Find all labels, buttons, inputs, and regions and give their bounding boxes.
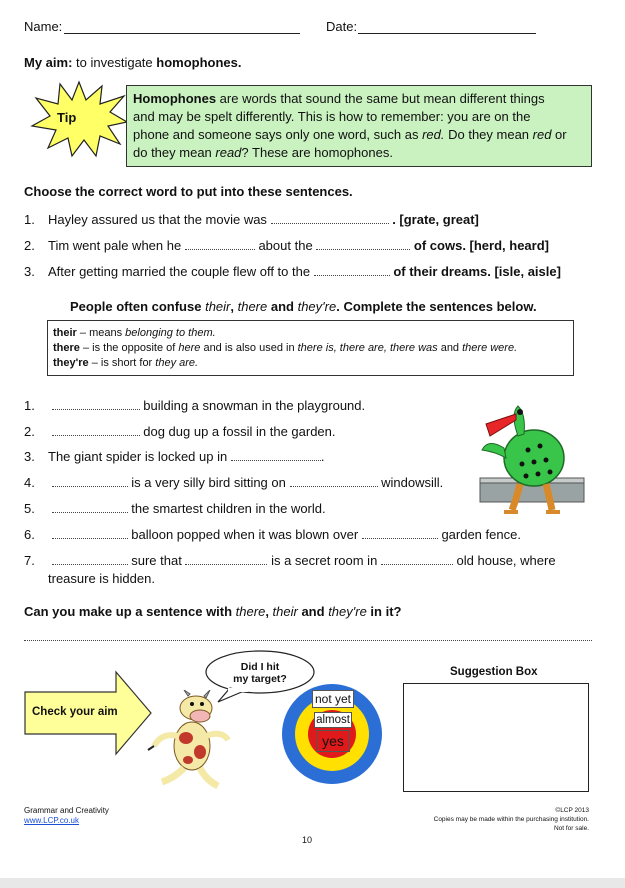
definitions-box [47,320,574,376]
aim-line [24,55,241,70]
makeup-text-1: Can you make up a sentence with [24,604,236,619]
confuse-heading [70,299,537,314]
definition-text: and [437,342,463,354]
tip-text-3a: phone and someone says only one word, such as [133,127,423,142]
answer-blank[interactable] [271,213,389,224]
definition-text: belonging to them. [125,327,216,339]
item-options: . [grate, great] [392,212,479,227]
tip-keyword: Homophones [133,91,217,106]
exercise-text: is a secret room in [271,553,378,568]
exercise-1 [24,398,365,413]
exercise-6 [24,527,521,542]
makeup-word-there: there [235,604,266,619]
page-bottom-strip [0,878,625,888]
makeup-text-2: , [265,604,273,619]
exercise-7-continued: treasure is hidden. [48,571,155,586]
definition-theyre [53,356,568,371]
check-aim-label: Check your aim [32,706,118,718]
date-label: Date: [326,19,358,34]
exercise-text: old house, where [456,553,556,568]
tip-text-4c: ? These are homophones. [241,145,393,160]
answer-blank[interactable] [185,239,255,250]
makeup-word-theyre: they're [328,604,367,619]
makeup-word-their: their [272,604,298,619]
choose-item-3 [24,264,561,279]
suggestion-box-title: Suggestion Box [450,666,538,678]
item-options: of their dreams. [isle, aisle] [393,264,561,279]
item-text: Tim went pale when he [48,238,182,253]
footer-copyright: ©LCP 2013 [555,807,589,814]
definition-text: there were. [462,342,518,354]
item-text: about the [258,238,313,253]
item-text: Hayley assured us that the movie was [48,212,267,227]
exercise-text: windowsill. [381,475,444,490]
item-number: 1. [24,212,35,227]
item-number: 3. [24,264,35,279]
definition-there [53,341,568,356]
definition-text: – is the opposite of [79,342,179,354]
tip-text-1: are words that sound the same but mean different things [216,91,545,106]
target-label-almost[interactable]: almost [314,712,352,728]
cow-illustration-icon [144,690,236,790]
confuse-word-their: their [205,299,231,314]
confuse-text-3: and [267,299,298,314]
exercise-text: garden fence. [441,527,521,542]
item-number: 5. [24,501,35,516]
name-label: Name: [24,19,63,34]
aim-label: My aim: [24,55,73,70]
answer-blank[interactable] [52,476,128,487]
answer-blank[interactable] [290,476,378,487]
tip-box [126,85,592,167]
footer-right [380,806,589,833]
definition-word: they're [53,357,89,369]
definition-word: there [53,342,80,354]
bird-illustration-icon [460,402,590,520]
confuse-text-4: . Complete the sentences below. [336,299,537,314]
item-text: After getting married the couple flew off to the [48,264,311,279]
definition-their [53,326,568,341]
choose-heading: Choose the correct word to put into these sentences. [24,184,353,199]
exercise-5 [24,501,326,516]
item-number: 1. [24,398,35,413]
aim-text-bold: homophones. [156,55,242,70]
tip-text-4a: do they mean [133,145,216,160]
definition-text: there is, there are, there was [297,342,438,354]
exercise-text: building a snowman in the playground. [143,398,366,413]
item-number: 3. [24,449,35,464]
definition-text: – means [76,327,126,339]
exercise-3 [24,449,324,464]
confuse-word-theyre: they're [297,299,337,314]
exercise-text: dog dug up a fossil in the garden. [143,424,336,439]
exercise-text: . [320,449,325,464]
footer-not-for-sale: Not for sale. [553,825,589,832]
definition-text: they are. [155,357,199,369]
definition-text: here [178,342,201,354]
answer-blank[interactable] [381,554,453,565]
tip-starburst-icon [30,80,128,158]
confuse-word-there: there [237,299,268,314]
bubble-line-1: Did I hit [240,661,280,673]
answer-blank[interactable] [52,502,128,513]
exercise-text: The giant spider is locked up in [48,449,228,464]
footer-book-title: Grammar and Creativity [24,806,109,815]
footer-copies-note: Copies may be made within the purchasing institution. [433,816,589,823]
page-number: 10 [302,835,313,845]
target-label-not-yet[interactable]: not yet [312,690,354,708]
choose-item-2 [24,238,549,253]
answer-blank[interactable] [362,528,438,539]
answer-blank[interactable] [316,239,410,250]
tip-text-3b: red. [422,127,445,142]
definition-text: and is also used in [200,342,298,354]
bubble-line-2: my target? [233,673,287,685]
item-options: of cows. [herd, heard] [413,238,549,253]
confuse-text-2: , [230,299,238,314]
choose-item-1 [24,212,479,227]
confuse-text-1: People often confuse [70,299,206,314]
answer-blank[interactable] [52,554,128,565]
date-line[interactable] [358,33,536,34]
tip-text-3c: Do they mean [444,127,533,142]
item-number: 4. [24,475,35,490]
sentence-answer-line[interactable] [24,640,592,641]
exercise-text: balloon popped when it was blown over [131,527,359,542]
tip-label: Tip [57,110,77,125]
makeup-text-3: and [297,604,329,619]
answer-blank[interactable] [52,425,140,436]
exercise-text: is a very silly bird sitting on [131,475,286,490]
answer-blank[interactable] [52,399,140,410]
answer-blank[interactable] [231,450,321,461]
target-label-yes[interactable]: yes [316,730,350,752]
footer-website-link[interactable]: www.LCP.co.uk [24,816,79,825]
aim-text: to investigate [76,55,153,70]
makeup-text-4: in it? [366,604,402,619]
item-number: 2. [24,424,35,439]
name-line[interactable] [64,33,300,34]
exercise-2 [24,424,336,439]
exercise-text: sure that [131,553,182,568]
item-number: 7. [24,553,35,568]
item-number: 2. [24,238,35,253]
makeup-heading [24,604,401,619]
answer-blank[interactable] [185,554,267,565]
answer-blank[interactable] [314,265,390,276]
definition-word: their [53,327,77,339]
tip-text-4b: read [215,145,242,160]
tip-text-3d: red [532,127,552,142]
tip-text-2: and may be spelt differently. This is how to remember: you are on the [133,109,531,124]
exercise-4 [24,475,443,490]
exercise-7 [24,553,556,568]
footer-left [24,806,109,826]
definition-text: – is short for [88,357,156,369]
suggestion-box[interactable] [403,683,589,792]
answer-blank[interactable] [52,528,128,539]
item-number: 6. [24,527,35,542]
tip-text-3e: or [551,127,567,142]
exercise-text: the smartest children in the world. [131,501,326,516]
